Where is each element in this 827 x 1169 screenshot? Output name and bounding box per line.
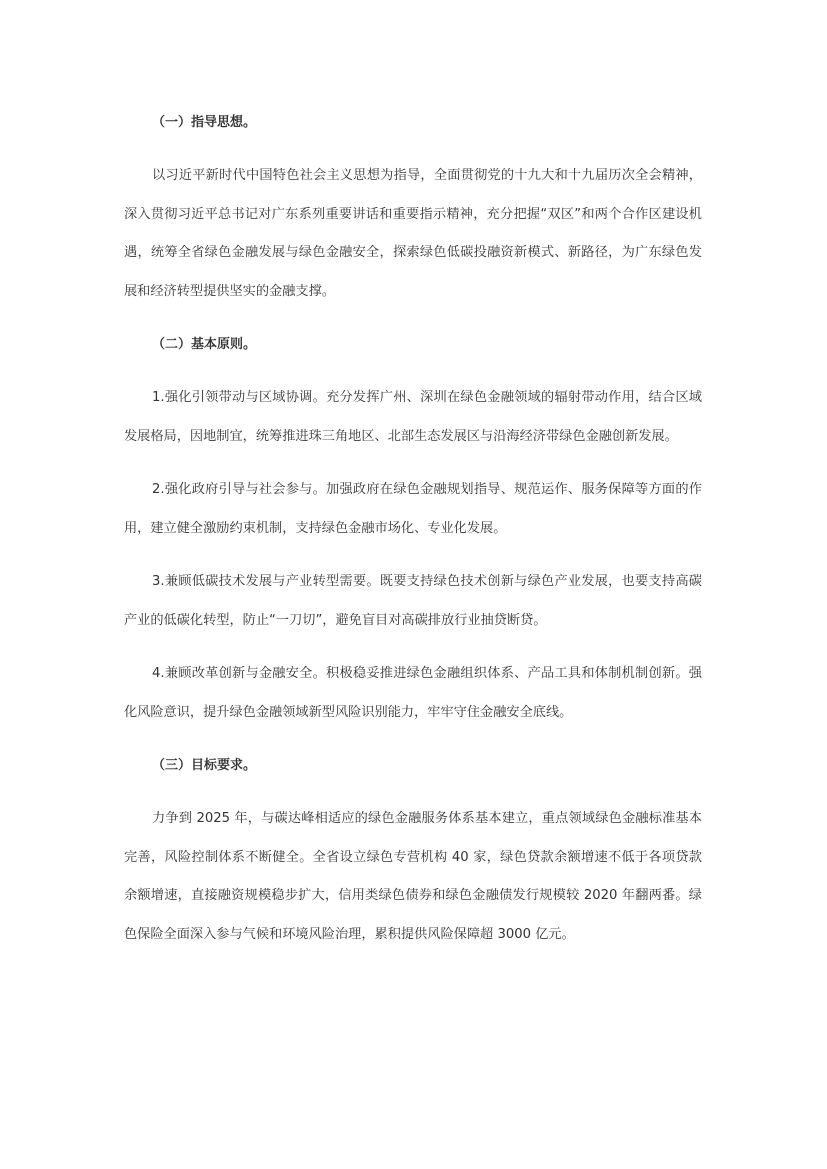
paragraph-guiding-ideology: 以习近平新时代中国特色社会主义思想为指导，全面贯彻党的十九大和十九届历次全会精神，深入贯彻习近平总书记对广东系列重要讲话和重要指示精神，充分把握“双区”和两个合作区建设机遇，统筹全省绿色金融发展与绿色金融安全，探索绿色低碳投融资新模式、新路径，为广东绿色发展和经济转型提供坚实的金融支撑。 xyxy=(124,168,702,299)
paragraph-target-requirements: 力争到 2025 年，与碳达峰相适应的绿色金融服务体系基本建立，重点领域绿色金融标准基本完善，风险控制体系不断健全。全省设立绿色专营机构 40 家，绿色贷款余额增速不低于各项贷款余额增速，直接融资规模稳步扩大，信用类绿色债券和绿色金融债发行规模较 2020 年翻两番。绿色保险全面深入参与气候和环境风险治理，累积提供风险保障超 3000 亿元。 xyxy=(124,811,702,942)
paragraph-principle-1: 1.强化引领带动与区域协调。充分发挥广州、深圳在绿色金融领域的辐射带动作用，结合区域发展格局，因地制宜，统筹推进珠三角地区、北部生态发展区与沿海经济带绿色金融创新发展。 xyxy=(124,390,702,444)
paragraph-principle-2: 2.强化政府引导与社会参与。加强政府在绿色金融规划指导、规范运作、服务保障等方面的作用，建立健全激励约束机制，支持绿色金融市场化、专业化发展。 xyxy=(124,482,702,536)
document-body xyxy=(124,104,702,969)
paragraph-principle-4: 4.兼顾改革创新与金融安全。积极稳妥推进绿色金融组织体系、产品工具和体制机制创新。强化风险意识，提升绿色金融领域新型风险识别能力，牢牢守住金融安全底线。 xyxy=(124,666,702,720)
section-heading-target-requirements: （三）目标要求。 xyxy=(152,758,257,773)
section-heading-guiding-ideology: （一）指导思想。 xyxy=(152,115,257,130)
section-heading-basic-principles: （二）基本原则。 xyxy=(152,337,257,352)
paragraph-principle-3: 3.兼顾低碳技术发展与产业转型需要。既要支持绿色技术创新与绿色产业发展，也要支持高碳产业的低碳化转型，防止“一刀切”，避免盲目对高碳排放行业抽贷断贷。 xyxy=(124,574,702,628)
